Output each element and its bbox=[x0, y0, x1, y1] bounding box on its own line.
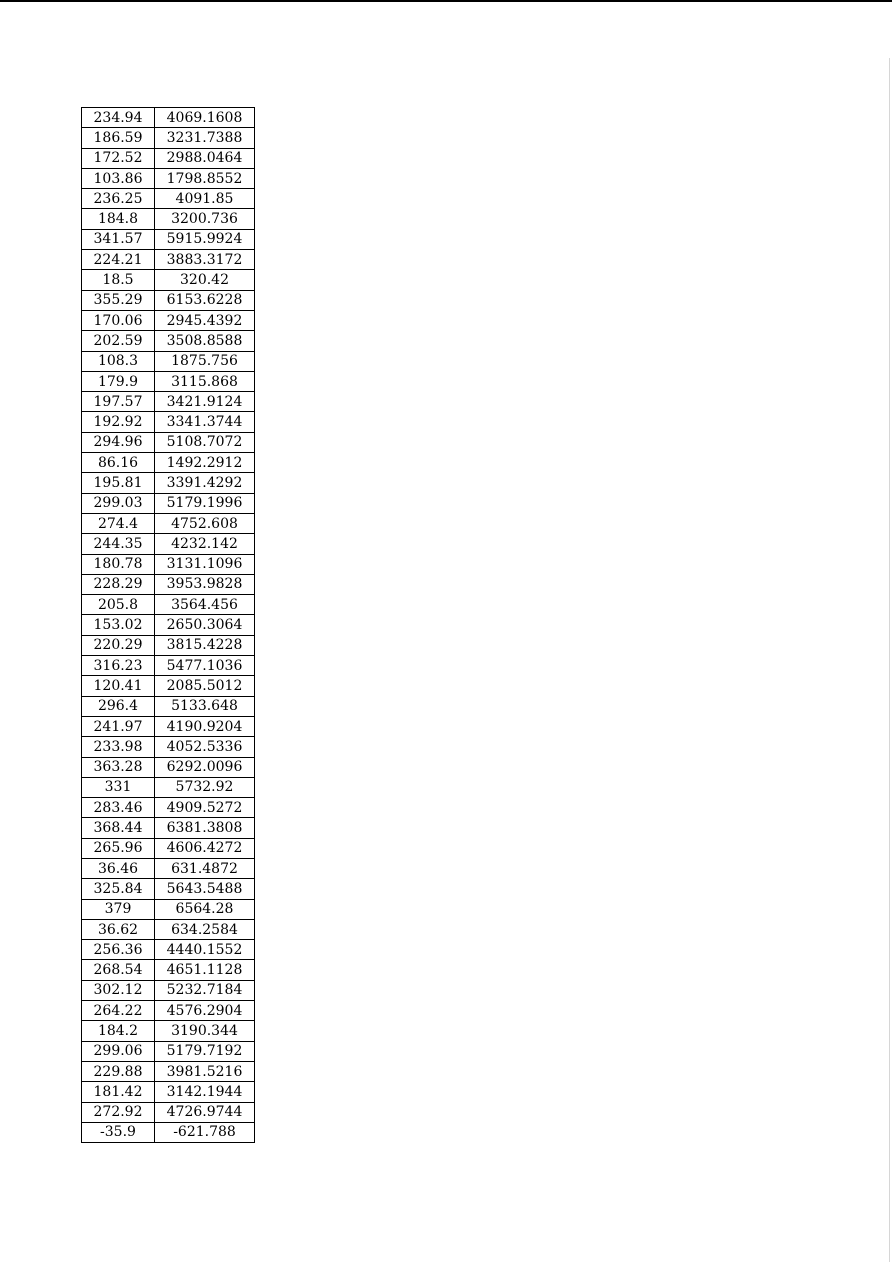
cell-value: 229.88 bbox=[82, 1061, 155, 1081]
table-row bbox=[82, 128, 255, 148]
cell-value: 265.96 bbox=[82, 838, 155, 858]
cell-product: 3508.8588 bbox=[155, 331, 255, 351]
cell-value: 236.25 bbox=[82, 189, 155, 209]
table-row bbox=[82, 1001, 255, 1021]
cell-product: 6381.3808 bbox=[155, 818, 255, 838]
table-row bbox=[82, 209, 255, 229]
cell-value: 331 bbox=[82, 777, 155, 797]
cell-value: 192.92 bbox=[82, 412, 155, 432]
cell-product: 1875.756 bbox=[155, 351, 255, 371]
table-row bbox=[82, 453, 255, 473]
table-row bbox=[82, 412, 255, 432]
cell-value: 233.98 bbox=[82, 737, 155, 757]
table-row bbox=[82, 371, 255, 391]
cell-value: 18.5 bbox=[82, 270, 155, 290]
cell-product: 3421.9124 bbox=[155, 392, 255, 412]
table-row bbox=[82, 696, 255, 716]
cell-product: 1798.8552 bbox=[155, 168, 255, 188]
cell-product: 3142.1944 bbox=[155, 1082, 255, 1102]
cell-product: 2085.5012 bbox=[155, 676, 255, 696]
page-right-edge bbox=[889, 58, 890, 1262]
cell-value: 202.59 bbox=[82, 331, 155, 351]
cell-value: 184.8 bbox=[82, 209, 155, 229]
table-row bbox=[82, 554, 255, 574]
cell-value: 184.2 bbox=[82, 1021, 155, 1041]
cell-product: 4190.9204 bbox=[155, 716, 255, 736]
cell-product: 4909.5272 bbox=[155, 798, 255, 818]
cell-product: 3981.5216 bbox=[155, 1061, 255, 1081]
cell-product: 3953.9828 bbox=[155, 574, 255, 594]
cell-value: 268.54 bbox=[82, 960, 155, 980]
cell-value: 181.42 bbox=[82, 1082, 155, 1102]
cell-value: 172.52 bbox=[82, 148, 155, 168]
cell-product: 3815.4228 bbox=[155, 635, 255, 655]
cell-value: 205.8 bbox=[82, 595, 155, 615]
cell-value: 36.62 bbox=[82, 919, 155, 939]
cell-value: 355.29 bbox=[82, 290, 155, 310]
cell-value: 294.96 bbox=[82, 432, 155, 452]
cell-product: 1492.2912 bbox=[155, 453, 255, 473]
cell-value: 108.3 bbox=[82, 351, 155, 371]
table-row bbox=[82, 919, 255, 939]
cell-product: 320.42 bbox=[155, 270, 255, 290]
cell-value: 224.21 bbox=[82, 250, 155, 270]
cell-value: 299.03 bbox=[82, 493, 155, 513]
table-row bbox=[82, 1041, 255, 1061]
cell-product: 3391.4292 bbox=[155, 473, 255, 493]
table-row bbox=[82, 290, 255, 310]
cell-value: 36.46 bbox=[82, 858, 155, 878]
table-row bbox=[82, 1021, 255, 1041]
table-row bbox=[82, 656, 255, 676]
cell-value: 274.4 bbox=[82, 513, 155, 533]
table-row bbox=[82, 818, 255, 838]
table-row bbox=[82, 737, 255, 757]
table-row bbox=[82, 676, 255, 696]
cell-product: 3341.3744 bbox=[155, 412, 255, 432]
table-row bbox=[82, 534, 255, 554]
table-row bbox=[82, 574, 255, 594]
table-row bbox=[82, 798, 255, 818]
table-row bbox=[82, 168, 255, 188]
cell-product: 4091.85 bbox=[155, 189, 255, 209]
cell-value: 228.29 bbox=[82, 574, 155, 594]
cell-product: 5179.1996 bbox=[155, 493, 255, 513]
cell-product: 4052.5336 bbox=[155, 737, 255, 757]
table-row bbox=[82, 838, 255, 858]
cell-value: 120.41 bbox=[82, 676, 155, 696]
cell-product: 4651.1128 bbox=[155, 960, 255, 980]
cell-product: 4726.9744 bbox=[155, 1102, 255, 1122]
cell-product: 5108.7072 bbox=[155, 432, 255, 452]
table-row bbox=[82, 148, 255, 168]
cell-product: 3200.736 bbox=[155, 209, 255, 229]
cell-product: 4069.1608 bbox=[155, 108, 255, 128]
cell-value: 264.22 bbox=[82, 1001, 155, 1021]
table-row bbox=[82, 879, 255, 899]
table-row bbox=[82, 899, 255, 919]
cell-product: 4576.2904 bbox=[155, 1001, 255, 1021]
cell-product: 3190.344 bbox=[155, 1021, 255, 1041]
cell-product: 4440.1552 bbox=[155, 940, 255, 960]
cell-product: 6292.0096 bbox=[155, 757, 255, 777]
cell-product: 3231.7388 bbox=[155, 128, 255, 148]
table-row bbox=[82, 310, 255, 330]
table-row bbox=[82, 250, 255, 270]
cell-value: 234.94 bbox=[82, 108, 155, 128]
cell-product: 4232.142 bbox=[155, 534, 255, 554]
cell-value: 325.84 bbox=[82, 879, 155, 899]
table-row bbox=[82, 1061, 255, 1081]
cell-product: 3115.868 bbox=[155, 371, 255, 391]
cell-product: 6153.6228 bbox=[155, 290, 255, 310]
cell-product: 3883.3172 bbox=[155, 250, 255, 270]
table-row bbox=[82, 1082, 255, 1102]
cell-value: -35.9 bbox=[82, 1122, 155, 1142]
table-row bbox=[82, 940, 255, 960]
cell-value: 153.02 bbox=[82, 615, 155, 635]
page-top-border bbox=[0, 0, 892, 2]
cell-value: 186.59 bbox=[82, 128, 155, 148]
table-row bbox=[82, 392, 255, 412]
table-row bbox=[82, 189, 255, 209]
data-table bbox=[81, 107, 255, 1143]
cell-product: 5477.1036 bbox=[155, 656, 255, 676]
cell-value: 180.78 bbox=[82, 554, 155, 574]
table-row bbox=[82, 493, 255, 513]
cell-product: 634.2584 bbox=[155, 919, 255, 939]
table-row bbox=[82, 858, 255, 878]
cell-product: 5643.5488 bbox=[155, 879, 255, 899]
table-row bbox=[82, 270, 255, 290]
table-row bbox=[82, 595, 255, 615]
table-row bbox=[82, 473, 255, 493]
cell-value: 241.97 bbox=[82, 716, 155, 736]
table-row bbox=[82, 716, 255, 736]
cell-value: 316.23 bbox=[82, 656, 155, 676]
cell-product: 5732.92 bbox=[155, 777, 255, 797]
cell-value: 244.35 bbox=[82, 534, 155, 554]
cell-value: 299.06 bbox=[82, 1041, 155, 1061]
cell-value: 197.57 bbox=[82, 392, 155, 412]
cell-product: 3131.1096 bbox=[155, 554, 255, 574]
cell-value: 86.16 bbox=[82, 453, 155, 473]
cell-value: 302.12 bbox=[82, 980, 155, 1000]
cell-value: 368.44 bbox=[82, 818, 155, 838]
table-row bbox=[82, 351, 255, 371]
table-row bbox=[82, 1102, 255, 1122]
cell-product: 5232.7184 bbox=[155, 980, 255, 1000]
cell-product: 3564.456 bbox=[155, 595, 255, 615]
cell-value: 179.9 bbox=[82, 371, 155, 391]
cell-value: 341.57 bbox=[82, 229, 155, 249]
table-row bbox=[82, 635, 255, 655]
cell-product: 2988.0464 bbox=[155, 148, 255, 168]
cell-product: -621.788 bbox=[155, 1122, 255, 1142]
cell-product: 6564.28 bbox=[155, 899, 255, 919]
cell-value: 363.28 bbox=[82, 757, 155, 777]
cell-product: 2945.4392 bbox=[155, 310, 255, 330]
table-row bbox=[82, 615, 255, 635]
table-row bbox=[82, 513, 255, 533]
table-row bbox=[82, 108, 255, 128]
table-row bbox=[82, 777, 255, 797]
cell-product: 5133.648 bbox=[155, 696, 255, 716]
cell-product: 2650.3064 bbox=[155, 615, 255, 635]
table-row bbox=[82, 757, 255, 777]
data-table-body bbox=[82, 108, 255, 1143]
cell-value: 283.46 bbox=[82, 798, 155, 818]
cell-product: 5179.7192 bbox=[155, 1041, 255, 1061]
cell-product: 4606.4272 bbox=[155, 838, 255, 858]
table-row bbox=[82, 960, 255, 980]
cell-value: 379 bbox=[82, 899, 155, 919]
cell-value: 170.06 bbox=[82, 310, 155, 330]
cell-value: 256.36 bbox=[82, 940, 155, 960]
table-row bbox=[82, 229, 255, 249]
table-row bbox=[82, 1122, 255, 1142]
cell-value: 272.92 bbox=[82, 1102, 155, 1122]
cell-value: 220.29 bbox=[82, 635, 155, 655]
cell-value: 195.81 bbox=[82, 473, 155, 493]
table-row bbox=[82, 980, 255, 1000]
cell-value: 296.4 bbox=[82, 696, 155, 716]
table-row bbox=[82, 331, 255, 351]
cell-value: 103.86 bbox=[82, 168, 155, 188]
cell-product: 5915.9924 bbox=[155, 229, 255, 249]
cell-product: 4752.608 bbox=[155, 513, 255, 533]
cell-product: 631.4872 bbox=[155, 858, 255, 878]
table-row bbox=[82, 432, 255, 452]
